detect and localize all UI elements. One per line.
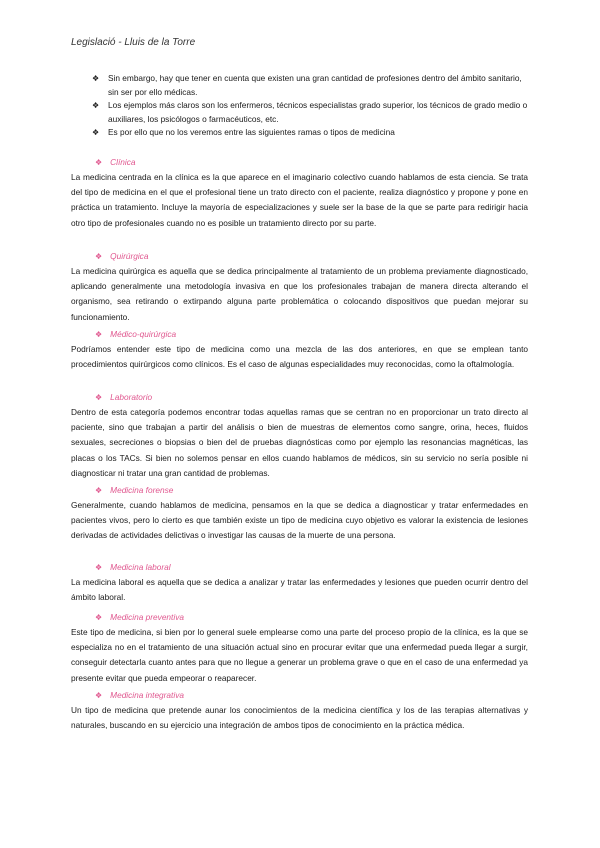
section-medicina-integrativa: [71, 689, 528, 733]
section-title-text: Medicina forense: [110, 485, 174, 495]
page-header: Legislació - Lluis de la Torre: [71, 37, 196, 48]
intro-bullet-text: Sin embargo, hay que tener en cuenta que existen una gran cantidad de profesiones dentro del ámbito sanitario, sin ser por ello médicas.: [108, 73, 522, 97]
section-title: [95, 391, 528, 405]
section-title: [95, 611, 528, 625]
section-medicina-laboral: [71, 561, 528, 605]
section-body: La medicina laboral es aquella que se dedica a analizar y tratar las enfermedades y lesiones que pueden ocurrir dentro del ámbito laboral.: [71, 577, 528, 603]
intro-bullet-text: Es por ello que no los veremos entre las siguientes ramas o tipos de medicina: [108, 127, 395, 138]
section-body: Este tipo de medicina, si bien por lo general suele emplearse como una parte del proceso propio de la clínica, es la que se especializa no en el tratamiento de una situación actual sino en procurar evitar que una enfermedad pueda llegar a surgir, conseguir detectarla cuanto antes para que no llegue a generar un problema grave o que en el caso de una enfermedad ya presente evitar que pueda empeorar o reaparecer.: [71, 627, 528, 683]
diamond-bullet-icon: ❖: [95, 691, 103, 700]
section-title-text: Medicina preventiva: [110, 612, 184, 622]
section-title: [95, 156, 528, 170]
section-title: [95, 250, 528, 264]
intro-bullet-item: [92, 99, 532, 126]
section-quirurgica: [71, 250, 528, 325]
section-clinica: [71, 156, 528, 231]
intro-bullet-list: [92, 72, 532, 140]
diamond-bullet-icon: ❖: [95, 486, 103, 495]
section-medicina-preventiva: [71, 611, 528, 686]
section-body: Dentro de esta categoría podemos encontrar todas aquellas ramas que se centran no en proporcionar un trato directo al paciente, sino que trabajan a partir del análisis o bien de muestras de elementos como sangre, orina, heces, fluidos sexuales, secreciones o biopsias o bien del de pruebas diagnósticas como por ejemplo las resonancias magnéticas, las placas o los TACs. Si bien no solemos pensar en ellos cuando hablamos de médicos, sin su servicio no sería posible ni diagnosticar ni tratar una gran cantidad de problemas.: [71, 407, 528, 478]
diamond-bullet-icon: ❖: [95, 613, 103, 622]
diamond-bullet-icon: ❖: [95, 252, 103, 261]
section-body: Un tipo de medicina que pretende aunar los conocimientos de la medicina científica y los de las terapias alternativas y naturales, buscando en su ejercicio una integración de ambos tipos de conocimiento en la práctica médica.: [71, 705, 528, 731]
diamond-bullet-icon: ❖: [95, 563, 103, 572]
section-title: [95, 561, 528, 575]
diamond-bullet-icon: ❖: [95, 158, 103, 167]
section-title: [95, 484, 528, 498]
section-medico-quirurgica: [71, 328, 528, 372]
intro-bullet-text: Los ejemplos más claros son los enfermeros, técnicos especialistas grado superior, los técnicos de grado medio o auxiliares, los psicólogos o farmacéuticos, etc.: [108, 100, 528, 124]
section-title-text: Medicina laboral: [110, 562, 171, 572]
diamond-bullet-icon: ❖: [95, 330, 103, 339]
section-title-text: Clínica: [110, 157, 136, 167]
diamond-bullet-icon: ❖: [92, 74, 100, 83]
section-laboratorio: [71, 391, 528, 481]
section-medicina-forense: [71, 484, 528, 544]
diamond-bullet-icon: ❖: [95, 393, 103, 402]
section-title-text: Medicina integrativa: [110, 690, 184, 700]
intro-bullet-item: [92, 72, 532, 99]
section-body: La medicina quirúrgica es aquella que se dedica principalmente al tratamiento de un problema previamente diagnosticado, aplicando generalmente una metodología invasiva en que los profesionales trabajan de manera directa alterando el organismo, sea retirando o extirpando alguna parte problemática o colocando dispositivos que puedan mejorar su funcionamiento.: [71, 266, 528, 322]
section-body: Generalmente, cuando hablamos de medicina, pensamos en la que se dedica a diagnosticar y tratar enfermedades en pacientes vivos, pero lo cierto es que también existe un tipo de medicina cuyo objetivo es valorar la existencia de lesiones derivadas de actividades delictivas o investigar las causas de la muerte de una persona.: [71, 500, 528, 541]
section-title: [95, 328, 528, 342]
section-title: [95, 689, 528, 703]
section-title-text: Quirúrgica: [110, 251, 149, 261]
section-body: Podríamos entender este tipo de medicina como una mezcla de las dos anteriores, en que se emplean tanto procedimientos quirúrgicos como clínicos. Es el caso de algunas especialidades muy reconocidas, como la oftalmología.: [71, 344, 528, 370]
section-body: La medicina centrada en la clínica es la que aparece en el imaginario colectivo cuando hablamos de esta ciencia. Se trata del tipo de medicina en el que el profesional tiene un trato directo con el paciente, realiza diagnóstico y propone y pone en práctica un tratamiento. Incluye la mayoría de especializaciones y suele ser la base de la que se parte para redirigir hacia otro tipo de profesionales cuando no es posible un tratamiento directo por su parte.: [71, 172, 528, 228]
section-title-text: Laboratorio: [110, 392, 153, 402]
diamond-bullet-icon: ❖: [92, 128, 100, 138]
section-title-text: Médico-quirúrgica: [110, 329, 177, 339]
intro-bullet-item: [92, 126, 532, 140]
diamond-bullet-icon: ❖: [92, 101, 100, 111]
